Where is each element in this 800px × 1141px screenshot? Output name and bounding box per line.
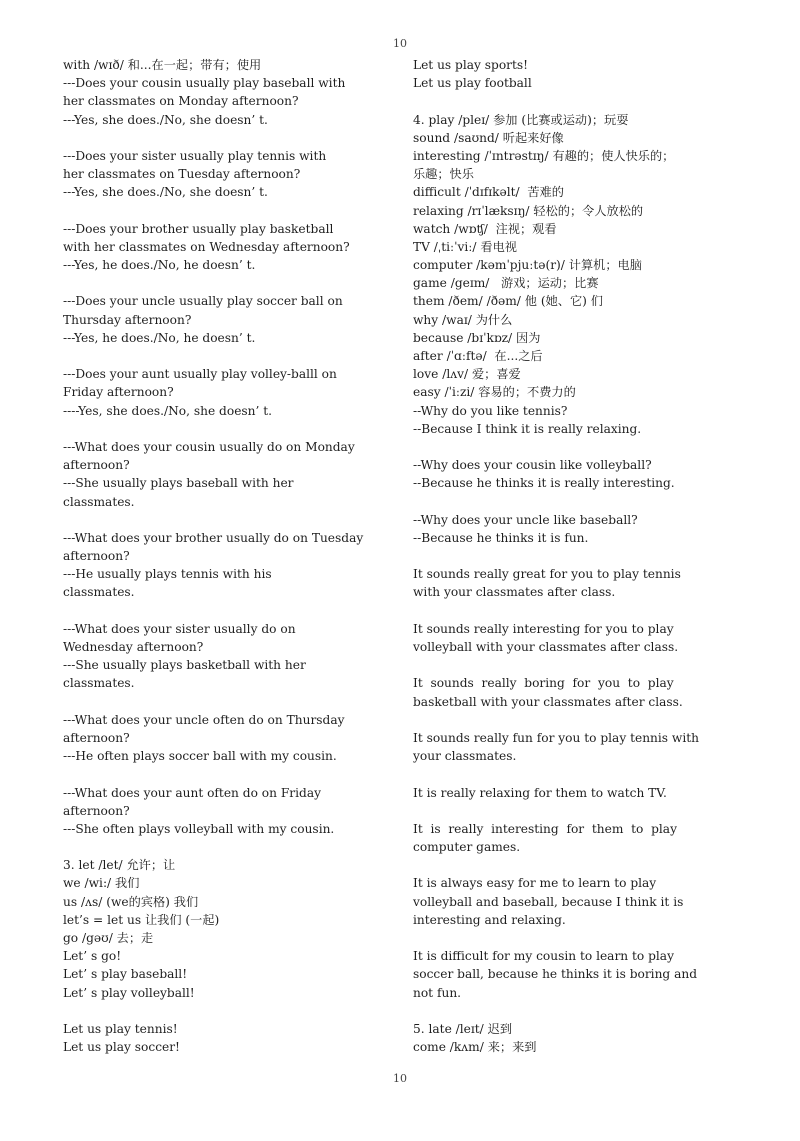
text-line: ---What does your brother usually do on Tuesday <box>63 530 364 545</box>
text-line: It sounds really great for you to play tennis <box>413 567 681 582</box>
blank-line <box>413 1002 738 1020</box>
text-line: TV /ˌtiːˈviː/ 看电视 <box>413 239 517 254</box>
blank-line <box>63 602 385 620</box>
blank-line <box>63 129 385 147</box>
text-line: ---Yes, she does./No, she doesn’ t. <box>63 185 268 200</box>
text-line: Let us play sports! <box>413 58 529 72</box>
blank-line <box>413 656 738 674</box>
text-line: --Because he thinks it is fun. <box>413 530 589 545</box>
page-number-top: 10 <box>393 37 407 50</box>
text-line: ---Yes, he does./No, he doesn’ t. <box>63 258 256 273</box>
text-line: because /bɪˈkɒz/ 因为 <box>413 330 541 345</box>
text-line: Friday afternoon? <box>63 385 174 400</box>
text-line: ---Does your uncle usually play soccer ball on <box>63 294 343 309</box>
text-line: Let us play tennis! <box>63 1021 178 1036</box>
text-line: easy /ˈiːzi/ 容易的；不费力的 <box>413 385 576 400</box>
text-line: Thursday afternoon? <box>63 312 192 327</box>
text-line: difficult /ˈdɪfɪkəlt/ 苦难的 <box>413 185 564 200</box>
blank-line <box>63 202 385 220</box>
text-line: ---What does your cousin usually do on Monday <box>63 439 355 454</box>
text-line: ---He usually plays tennis with his <box>63 567 272 582</box>
text-line: interesting /ˈɪntrəstɪŋ/ 有趣的；使人快乐的； <box>413 148 675 163</box>
text-line: computer games. <box>413 840 521 855</box>
text-line: we /wi:/ 我们 <box>63 876 140 891</box>
text-line: game /geɪm/ 游戏；运动；比赛 <box>413 276 599 291</box>
text-line: 4. play /pleɪ/ 参加 (比赛或运动)；玩耍 <box>413 112 629 127</box>
text-line: her classmates on Monday afternoon? <box>63 94 299 109</box>
text-line: volleyball with your classmates after class. <box>413 640 679 654</box>
text-line: soccer ball, because he thinks it is boring and <box>413 967 698 982</box>
text-line: ---What does your uncle often do on Thursday <box>63 712 345 727</box>
text-line: --Why does your cousin like volleyball? <box>413 458 652 473</box>
blank-line <box>63 693 385 711</box>
blank-line <box>413 765 738 783</box>
blank-line <box>63 765 385 783</box>
text-line: Let’ s play baseball! <box>63 967 188 982</box>
text-line: 乐趣；快乐 <box>413 167 474 182</box>
text-line: classmates. <box>63 676 135 691</box>
text-line: volleyball and baseball, because I think it is <box>413 894 684 909</box>
text-line: ---She usually plays baseball with her <box>63 476 294 491</box>
text-line: with /wɪð/ 和...在一起；带有；使用 <box>63 58 262 72</box>
blank-line <box>63 420 385 438</box>
text-line: 3. let /let/ 允许；让 <box>63 858 176 873</box>
right-column <box>413 56 738 1056</box>
blank-line <box>413 92 738 110</box>
text-line: Wednesday afternoon? <box>63 640 204 654</box>
text-line: It sounds really interesting for you to play <box>413 621 674 636</box>
text-line: It sounds really fun for you to play tennis with <box>413 730 699 745</box>
page-number-bottom: 10 <box>393 1072 407 1085</box>
text-line: her classmates on Tuesday afternoon? <box>63 167 301 182</box>
text-line: ---What does your sister usually do on <box>63 621 296 636</box>
text-line: your classmates. <box>413 749 517 764</box>
text-line: It is difficult for my cousin to learn to play <box>413 949 674 964</box>
blank-line <box>63 511 385 529</box>
text-line: watch /wɒʧ/ 注视；观看 <box>413 221 557 236</box>
left-column <box>63 56 385 1056</box>
text-line: afternoon? <box>63 549 130 564</box>
blank-line <box>413 929 738 947</box>
text-line: ---He often plays soccer ball with my cousin. <box>63 749 337 764</box>
blank-line <box>63 1002 385 1020</box>
text-line: ----Yes, she does./No, she doesn’ t. <box>63 403 273 418</box>
text-line: classmates. <box>63 585 135 600</box>
text-line: afternoon? <box>63 803 130 818</box>
blank-line <box>63 347 385 365</box>
blank-line <box>413 856 738 874</box>
text-line: It is always easy for me to learn to play <box>413 876 657 891</box>
text-line: interesting and relaxing. <box>413 912 566 927</box>
text-line: afternoon? <box>63 730 130 745</box>
text-line: ---She usually plays basketball with her <box>63 658 306 673</box>
text-line: --Why does your uncle like baseball? <box>413 512 638 527</box>
text-line: them /ðem/ /ðəm/ 他 (她、它) 们 <box>413 294 603 309</box>
text-line: ---Does your aunt usually play volley-balll on <box>63 367 337 382</box>
blank-line <box>63 838 385 856</box>
blank-line <box>413 711 738 729</box>
text-line: with her classmates on Wednesday afternoon? <box>63 239 350 254</box>
text-line: ---Does your cousin usually play baseball with <box>63 76 346 91</box>
text-line: ---Yes, she does./No, she doesn’ t. <box>63 112 268 127</box>
blank-line <box>413 493 738 511</box>
text-line: ---Yes, he does./No, he doesn’ t. <box>63 330 256 345</box>
text-line: Let’ s go! <box>63 949 122 964</box>
text-line: --Because I think it is really relaxing. <box>413 421 642 436</box>
text-line: Let us play football <box>413 76 532 91</box>
blank-line <box>63 274 385 292</box>
text-line: It is really relaxing for them to watch TV. <box>413 785 667 800</box>
text-line: afternoon? <box>63 458 130 473</box>
text-line: ---Does your brother usually play basketball <box>63 221 334 236</box>
text-line: ---Does your sister usually play tennis with <box>63 148 327 163</box>
text-line: come /kʌm/ 来；来到 <box>413 1040 537 1055</box>
text-line: It is really interesting for them to play <box>413 821 677 836</box>
blank-line <box>413 547 738 565</box>
text-line: go /gəʊ/ 去；走 <box>63 931 154 945</box>
text-line: Let’ s play volleyball! <box>63 985 195 1000</box>
text-line: let’s = let us 让我们 (一起) <box>63 912 220 927</box>
text-line: --Because he thinks it is really interesting. <box>413 476 675 491</box>
text-line: us /ʌs/ (we的宾格) 我们 <box>63 894 199 909</box>
text-line: computer /kəmˈpjuːtə(r)/ 计算机；电脑 <box>413 258 642 273</box>
text-line: classmates. <box>63 494 135 509</box>
text-line: Let us play soccer! <box>63 1040 180 1055</box>
text-line: ---She often plays volleyball with my cousin. <box>63 821 335 836</box>
text-line: It sounds really boring for you to play <box>413 676 674 691</box>
text-line: 5. late /leɪt/ 迟到 <box>413 1021 513 1036</box>
text-line: after /ˈɑːftə/ 在...之后 <box>413 349 543 363</box>
text-line: not fun. <box>413 985 462 1000</box>
text-line: --Why do you like tennis? <box>413 403 568 418</box>
blank-line <box>413 602 738 620</box>
text-line: love /lʌv/ 爱；喜爱 <box>413 367 521 382</box>
blank-line <box>413 802 738 820</box>
text-line: ---What does your aunt often do on Friday <box>63 785 321 800</box>
text-line: sound /saʊnd/ 听起来好像 <box>413 130 564 145</box>
blank-line <box>413 438 738 456</box>
text-line: relaxing /rɪˈlæksɪŋ/ 轻松的；令人放松的 <box>413 203 644 218</box>
text-line: why /waɪ/ 为什么 <box>413 312 513 327</box>
text-line: basketball with your classmates after class. <box>413 694 683 709</box>
text-line: with your classmates after class. <box>413 585 616 600</box>
